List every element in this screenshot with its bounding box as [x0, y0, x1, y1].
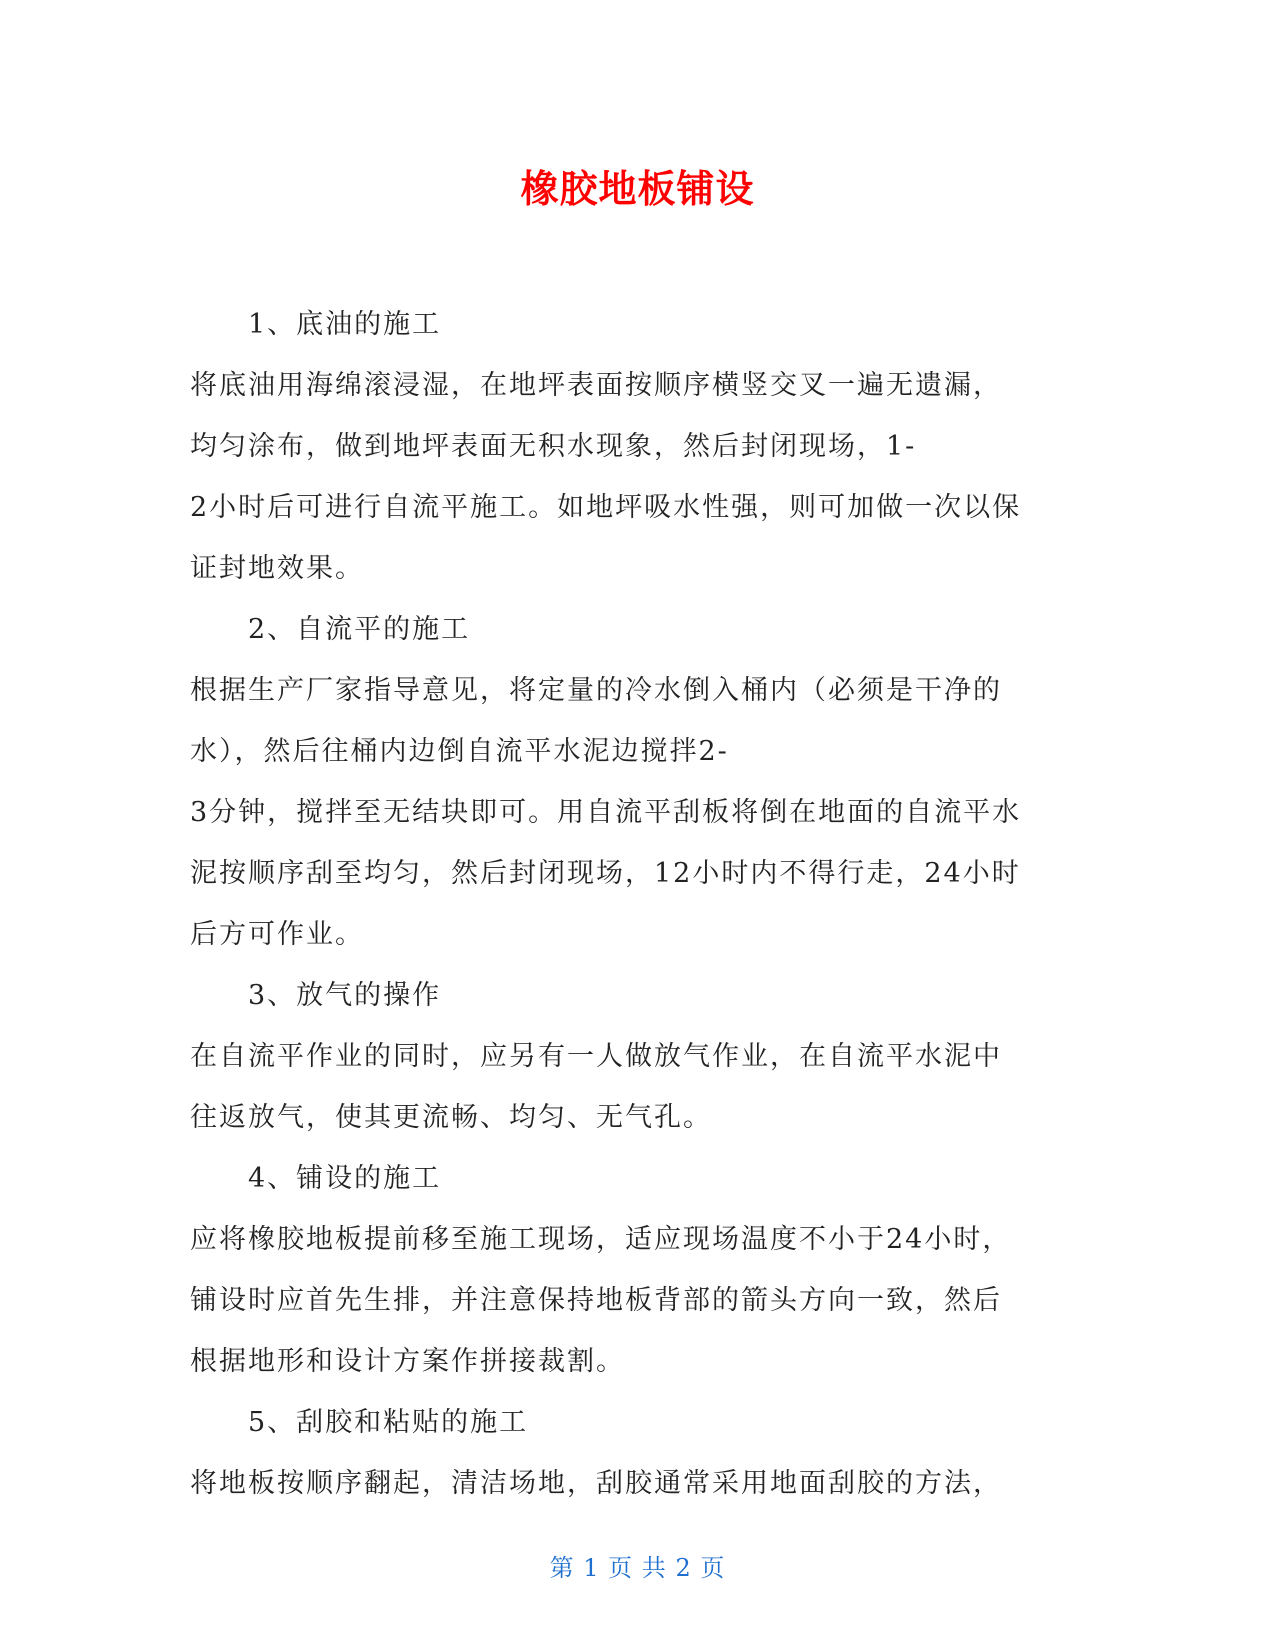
body-line: 2小时后可进行自流平施工。如地坪吸水性强，则可加做一次以保: [190, 492, 1022, 523]
document-title: 橡胶地板铺设: [520, 167, 755, 211]
body-line: 泥按顺序刮至均匀，然后封闭现场，12小时内不得行走，24小时: [190, 858, 1021, 889]
body-line: 水），然后往桶内边倒自流平水泥边搅拌2-: [190, 736, 729, 767]
section-heading: 4、铺设的施工: [248, 1163, 442, 1194]
document-body: [190, 294, 1090, 1514]
page-footer: 第 1 页 共 2 页: [549, 1554, 726, 1582]
body-line: 证封地效果。: [190, 553, 364, 584]
body-line: 根据地形和设计方案作拼接裁割。: [190, 1346, 625, 1377]
section-heading: 2、自流平的施工: [248, 614, 471, 645]
section-heading: 1、底油的施工: [248, 309, 442, 340]
body-line: 往返放气，使其更流畅、均匀、无气孔。: [190, 1102, 712, 1133]
section-heading: 3、放气的操作: [248, 980, 442, 1011]
body-line: 将底油用海绵滚浸湿，在地坪表面按顺序横竖交叉一遍无遗漏，: [190, 370, 1002, 401]
body-line: 3分钟，搅拌至无结块即可。用自流平刮板将倒在地面的自流平水: [190, 797, 1022, 828]
body-line: 均匀涂布，做到地坪表面无积水现象，然后封闭现场，1-: [190, 431, 917, 462]
body-line: 将地板按顺序翻起，清洁场地，刮胶通常采用地面刮胶的方法，: [190, 1468, 1002, 1499]
body-line: 后方可作业。: [190, 919, 364, 950]
body-line: 在自流平作业的同时，应另有一人做放气作业，在自流平水泥中: [190, 1041, 1002, 1072]
body-line: 根据生产厂家指导意见，将定量的冷水倒入桶内（必须是干净的: [190, 675, 1002, 706]
section-heading: 5、刮胶和粘贴的施工: [248, 1407, 529, 1438]
body-line: 应将橡胶地板提前移至施工现场，适应现场温度不小于24小时，: [190, 1224, 1012, 1255]
body-line: 铺设时应首先生排，并注意保持地板背部的箭头方向一致，然后: [190, 1285, 1002, 1316]
